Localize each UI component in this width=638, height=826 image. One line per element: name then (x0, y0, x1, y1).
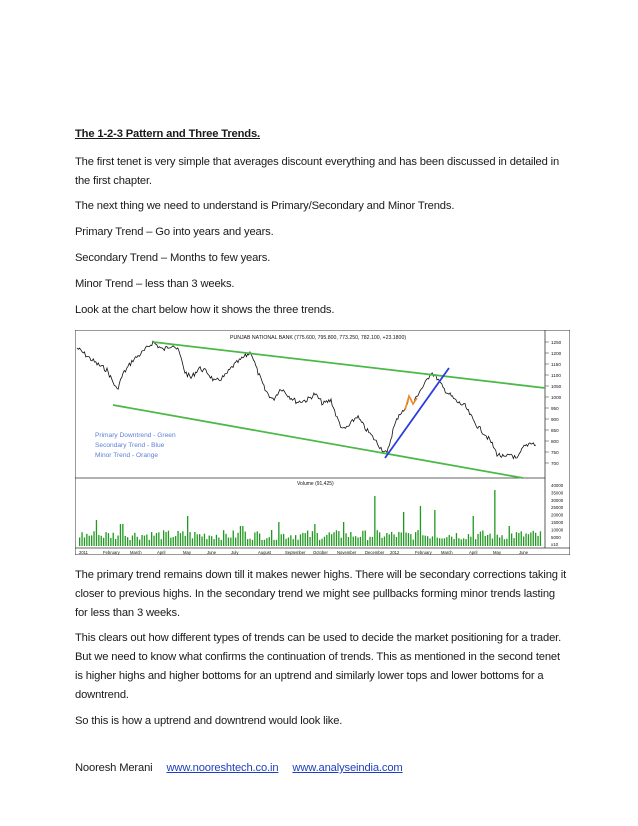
volume-bar (161, 539, 162, 546)
volume-bar (314, 524, 315, 546)
volume-bar (343, 522, 344, 546)
volume-tick-label: 25000 (551, 505, 564, 511)
volume-bar (125, 536, 126, 546)
volume-bar (192, 538, 193, 546)
volume-bar (233, 531, 234, 547)
volume-bar (432, 536, 433, 546)
volume-bar (485, 536, 486, 546)
volume-bar (396, 537, 397, 546)
month-label: May (493, 550, 501, 555)
volume-bar (329, 532, 330, 546)
volume-bar (216, 535, 217, 546)
price-tick-label: 700 (551, 461, 559, 466)
volume-bar (475, 539, 476, 546)
volume-bar (113, 533, 114, 546)
volume-bar (187, 516, 188, 546)
volume-bar (110, 538, 111, 546)
volume-bar (499, 538, 500, 547)
volume-bar (509, 526, 510, 546)
month-label: October (313, 550, 328, 555)
volume-bar (199, 534, 200, 546)
volume-bar (333, 532, 334, 546)
volume-bar (348, 537, 349, 546)
volume-bar (449, 535, 450, 546)
paragraph-trend-usage: This clears out how different types of trends can be used to decide the market positioning for a trader. But we need to know what confirms the continuation of trends. This as mentioned in the second tenet is higher highs and higher bottoms for an uptrend and similarly lower tops and lower bottoms for a downtrend. (75, 632, 562, 701)
volume-bar (429, 539, 430, 547)
volume-bar (494, 490, 495, 546)
volume-bar (319, 540, 320, 546)
volume-bar (530, 533, 531, 547)
volume-bar (446, 537, 447, 546)
volume-bar (213, 539, 214, 546)
volume-bar (240, 526, 241, 546)
volume-bar (276, 540, 277, 546)
price-tick-label: 950 (551, 406, 559, 411)
month-label: February (415, 550, 432, 555)
month-label: March (441, 550, 453, 555)
volume-bar (413, 540, 414, 546)
volume-tick-label: 35000 (551, 490, 564, 496)
volume-bar (439, 538, 440, 546)
volume-bar (86, 534, 87, 546)
price-tick-label: 1050 (551, 384, 562, 389)
volume-bar (516, 532, 517, 546)
month-label: June (519, 550, 529, 555)
volume-bar (302, 533, 303, 546)
volume-bar (504, 539, 505, 546)
volume-bar (480, 532, 481, 546)
volume-bar (492, 539, 493, 547)
volume-bar (297, 540, 298, 546)
volume-bar (281, 534, 282, 546)
volume-bar (506, 539, 507, 546)
stock-chart-svg (75, 330, 570, 555)
volume-tick-label: x10 (551, 542, 559, 548)
volume-bar (264, 540, 265, 546)
volume-bar (101, 536, 102, 546)
volume-bar (127, 537, 128, 546)
volume-bar (487, 535, 488, 546)
paragraph-uptrend-intro: So this is how a uptrend and downtrend would look like. (75, 715, 343, 727)
paragraph-minor-trend: Minor Trend – less than 3 weeks. (75, 278, 235, 290)
volume-bar (341, 538, 342, 546)
volume-tick-label: 10000 (551, 527, 564, 533)
volume-bar (434, 510, 435, 546)
volume-bar (410, 534, 411, 546)
volume-label: Volume (91,425) (297, 481, 334, 487)
volume-bar (189, 532, 190, 546)
volume-tick-label: 5000 (551, 534, 561, 540)
volume-bar (357, 538, 358, 547)
volume-bar (137, 537, 138, 546)
month-label: May (183, 550, 191, 555)
volume-bar (360, 537, 361, 546)
month-label: December (365, 550, 385, 555)
volume-bar (420, 506, 421, 546)
volume-bar (98, 535, 99, 546)
volume-bar (158, 532, 159, 546)
volume-bar (518, 533, 519, 546)
volume-bar (252, 540, 253, 546)
volume-bar (391, 532, 392, 546)
month-label: August (258, 550, 272, 555)
volume-bar (451, 537, 452, 546)
volume-bar (533, 531, 534, 546)
volume-bar (242, 526, 243, 546)
volume-bar (221, 540, 222, 546)
volume-bar (463, 538, 464, 546)
volume-bar (197, 534, 198, 546)
volume-bar (177, 531, 178, 546)
volume-tick-label: 15000 (551, 520, 564, 525)
volume-bar (273, 540, 274, 546)
volume-bar (324, 537, 325, 546)
volume-bar (482, 531, 483, 547)
volume-bar (261, 540, 262, 546)
month-label: 2011 (79, 550, 89, 555)
volume-bar (209, 536, 210, 547)
volume-bar (540, 531, 541, 546)
legend-minor: Minor Trend - Orange (95, 452, 159, 459)
volume-bar (535, 533, 536, 546)
volume-bar (285, 539, 286, 546)
volume-bar (129, 540, 130, 546)
paragraph-first-tenet: The first tenet is very simple that averages discount everything and has been discussed in detailed in the first chapter. (75, 156, 560, 187)
volume-bar (156, 533, 157, 546)
volume-bar (528, 534, 529, 546)
volume-bar (465, 539, 466, 546)
volume-bar (326, 535, 327, 546)
volume-bar (415, 532, 416, 546)
price-tick-label: 850 (551, 428, 559, 433)
volume-bar (223, 530, 224, 546)
volume-bar (290, 535, 291, 546)
volume-bar (134, 533, 135, 546)
volume-tick-label: 40000 (551, 483, 564, 488)
volume-bar (122, 524, 123, 546)
volume-bar (151, 532, 152, 546)
volume-bar (353, 537, 354, 546)
volume-bar (117, 536, 118, 547)
volume-bar (468, 534, 469, 546)
volume-bar (283, 534, 284, 546)
volume-bar (456, 533, 457, 546)
volume-bar (79, 538, 80, 547)
volume-bar (489, 534, 490, 546)
paragraph-primary-trend: Primary Trend – Go into years and years. (75, 226, 274, 238)
volume-bar (444, 538, 445, 546)
month-label: April (157, 550, 166, 555)
volume-bar (377, 530, 378, 546)
volume-bar (266, 538, 267, 546)
volume-bar (225, 534, 226, 546)
volume-bar (305, 533, 306, 546)
volume-bar (295, 535, 296, 546)
volume-bar (194, 532, 195, 546)
volume-bar (309, 537, 310, 546)
price-tick-label: 1150 (551, 362, 561, 367)
volume-bar (501, 535, 502, 546)
volume-bar (132, 536, 133, 547)
volume-bar (417, 530, 418, 546)
volume-bar (350, 532, 351, 546)
volume-bar (93, 531, 94, 546)
volume-bar (307, 531, 308, 547)
volume-bar (372, 537, 373, 546)
legend-secondary: Secondary Trend - Blue (95, 442, 165, 449)
volume-bar (338, 531, 339, 546)
footer-link-nooreshtech[interactable]: www.nooreshtech.co.in (166, 762, 279, 774)
volume-bar (230, 538, 231, 546)
footer-author: Nooresh Merani (75, 762, 153, 774)
volume-bar (237, 533, 238, 546)
price-tick-label: 1000 (551, 395, 562, 400)
volume-tick-label: 20000 (551, 512, 564, 518)
price-tick-label: 900 (551, 417, 559, 422)
month-label: June (207, 550, 217, 555)
volume-bar (537, 536, 538, 546)
volume-bar (365, 531, 366, 547)
volume-bar (470, 537, 471, 546)
price-tick-label: 800 (551, 439, 559, 444)
volume-bar (146, 535, 147, 547)
chart-header: PUNJAB NATIONAL BANK (775.600, 795.800, 773.250, 782.100, +23.1800) (230, 335, 407, 341)
volume-bar (293, 539, 294, 546)
volume-bar (204, 534, 205, 546)
volume-bar (525, 533, 526, 546)
volume-bar (269, 537, 270, 546)
volume-bar (461, 539, 462, 546)
price-tick-label: 1200 (551, 351, 562, 356)
volume-bar (105, 532, 106, 546)
volume-bar (115, 539, 116, 546)
volume-bar (473, 516, 474, 546)
volume-bar (422, 535, 423, 546)
volume-bar (362, 531, 363, 546)
volume-bar (336, 530, 337, 546)
volume-bar (139, 540, 140, 546)
volume-bar (369, 537, 370, 546)
volume-bar (317, 533, 318, 546)
volume-bar (254, 533, 255, 547)
month-label: July (231, 550, 239, 555)
volume-bar (345, 533, 346, 546)
volume-bar (103, 538, 104, 546)
volume-bar (247, 539, 248, 546)
volume-bar (249, 539, 250, 546)
paragraph-secondary-trend: Secondary Trend – Months to few years. (75, 252, 271, 264)
volume-bar (96, 520, 97, 546)
volume-bar (427, 536, 428, 546)
volume-tick-label: 30000 (551, 497, 564, 503)
volume-bar (511, 534, 512, 547)
volume-bar (108, 533, 109, 546)
volume-bar (321, 539, 322, 546)
volume-bar (401, 533, 402, 547)
volume-bar (405, 533, 406, 547)
volume-bar (141, 535, 142, 546)
volume-bar (278, 522, 279, 546)
volume-bar (185, 536, 186, 546)
volume-bar (523, 537, 524, 547)
paragraph-chart-intro: Look at the chart below how it shows the three trends. (75, 304, 335, 316)
section-title: The 1-2-3 Pattern and Three Trends. (75, 128, 260, 140)
volume-bar (497, 535, 498, 546)
volume-bar (300, 534, 301, 546)
volume-bar (477, 534, 478, 546)
page-footer (75, 760, 403, 776)
volume-bar (367, 540, 368, 546)
month-label: September (285, 550, 306, 555)
volume-bar (374, 496, 375, 546)
month-label: November (337, 550, 357, 555)
volume-bar (271, 530, 272, 546)
month-label: February (103, 550, 120, 555)
volume-bar (149, 540, 150, 546)
volume-bar (228, 538, 229, 547)
price-tick-label: 750 (551, 450, 559, 455)
volume-bar (211, 536, 212, 546)
volume-bar (173, 537, 174, 546)
volume-bar (180, 533, 181, 546)
volume-bar (89, 536, 90, 546)
volume-bar (259, 534, 260, 547)
volume-bar (84, 537, 85, 546)
stock-chart-image (75, 330, 570, 555)
volume-bar (91, 535, 92, 546)
volume-bar (153, 536, 154, 546)
volume-bar (437, 538, 438, 546)
price-tick-label: 1100 (551, 373, 561, 378)
footer-link-analyseindia[interactable]: www.analyseindia.com (292, 762, 403, 774)
volume-bar (201, 537, 202, 547)
volume-bar (257, 531, 258, 546)
paragraph-primary-remains: The primary trend remains down till it makes newer highs. There will be secondary corrections taking it closer to previous highs. In the secondary trend we might see pullbacks forming minor trends lasting for less than 3 weeks. (75, 569, 567, 619)
volume-bar (168, 531, 169, 546)
volume-bar (458, 538, 459, 546)
volume-bar (331, 534, 332, 546)
volume-bar (163, 530, 164, 546)
volume-bar (182, 531, 183, 546)
volume-bar (379, 532, 380, 546)
volume-bar (384, 537, 385, 547)
volume-bar (408, 533, 409, 546)
volume-bar (312, 531, 313, 546)
volume-bar (206, 539, 207, 546)
volume-bar (393, 534, 394, 546)
volume-bar (120, 524, 121, 546)
volume-bar (425, 536, 426, 546)
month-label: 2012 (390, 550, 400, 555)
month-label: April (469, 550, 478, 555)
volume-bar (355, 536, 356, 546)
legend-primary: Primary Downtrend - Green (95, 432, 176, 439)
month-label: March (130, 550, 142, 555)
volume-bar (235, 538, 236, 546)
volume-bar (81, 532, 82, 546)
volume-bar (165, 532, 166, 546)
volume-bar (513, 538, 514, 546)
volume-bar (453, 539, 454, 546)
volume-bar (288, 538, 289, 547)
volume-bar (441, 539, 442, 547)
volume-bar (218, 538, 219, 546)
paragraph-trend-types: The next thing we need to understand is Primary/Secondary and Minor Trends. (75, 200, 455, 212)
price-tick-label: 1250 (551, 340, 562, 345)
volume-bar (170, 538, 171, 546)
volume-bar (521, 531, 522, 546)
volume-bar (245, 532, 246, 546)
volume-bar (381, 538, 382, 546)
volume-bar (389, 534, 390, 546)
volume-bar (175, 536, 176, 546)
volume-bar (144, 536, 145, 546)
volume-bar (398, 532, 399, 546)
volume-bar (386, 533, 387, 546)
volume-bar (403, 512, 404, 546)
